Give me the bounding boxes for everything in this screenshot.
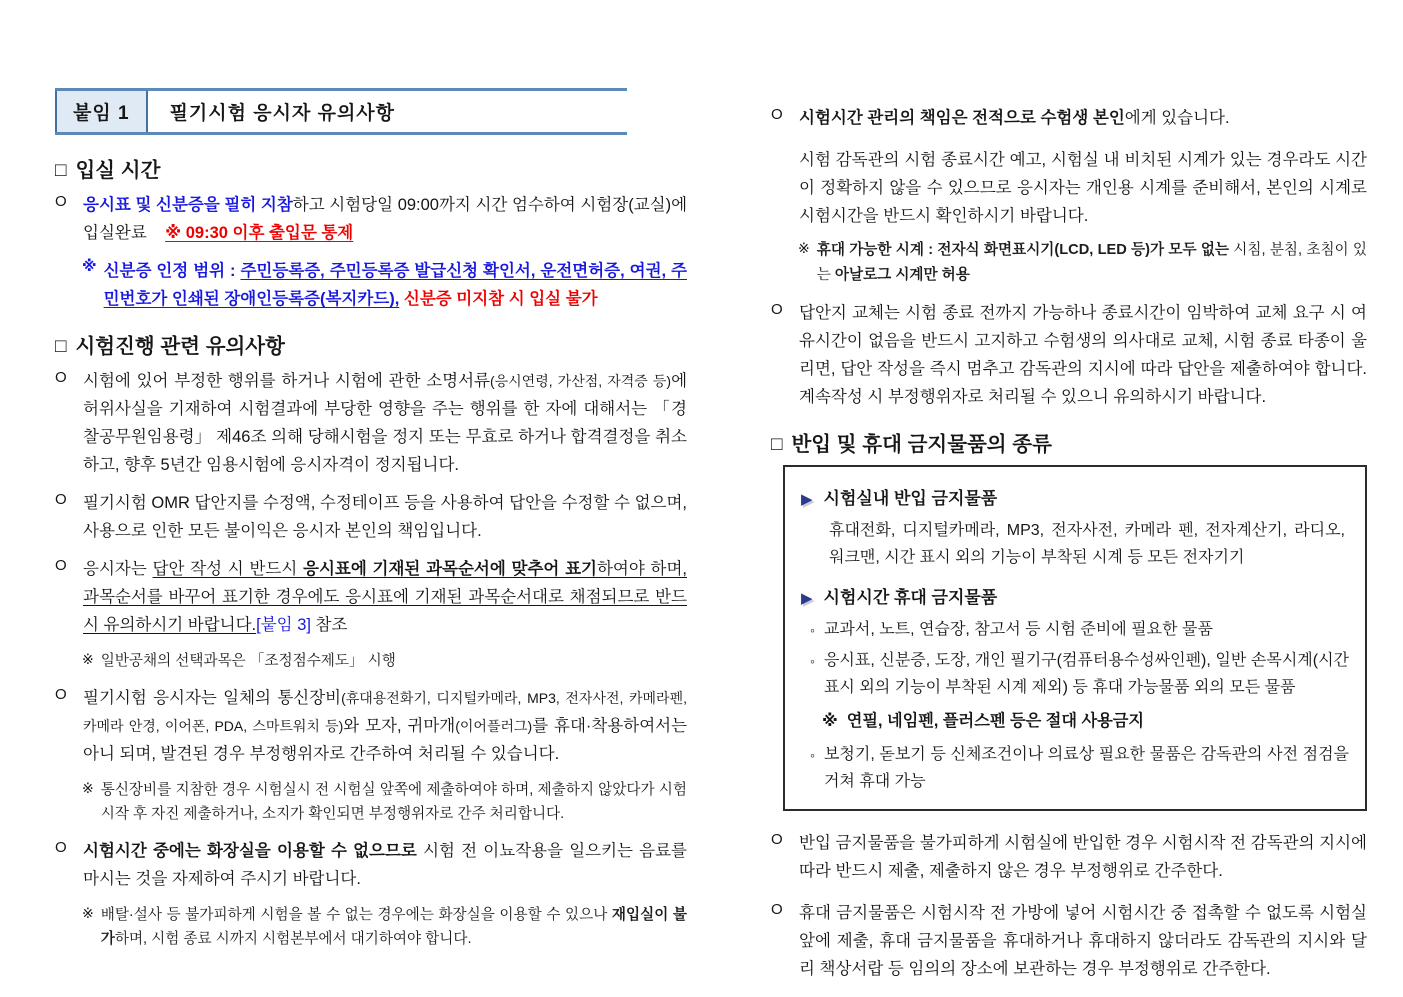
- text-run: 와 모자, 귀마개: [343, 716, 456, 735]
- note-paragraph: [82, 257, 687, 313]
- paragraph-text: [83, 489, 687, 545]
- text-run: 응시표, 신분증, 도장, 개인 필기구(컴퓨터용수성싸인펜), 일반 손목시계(시간 표시 외의 기능이 부착된 시계 제외) 등 휴대 가능물품 외의 모든 물품: [823, 652, 1349, 696]
- note-paragraph: [82, 778, 687, 827]
- text-run: 응시표 및 신분증을 필히 지참: [83, 196, 293, 214]
- paragraph-text: [83, 684, 687, 768]
- text-run: (이어플러그): [455, 717, 533, 734]
- bullet-paragraph: [771, 299, 1367, 411]
- text-run: 답안 작성 시 반드시: [152, 560, 304, 578]
- paragraph-text: [83, 367, 687, 479]
- circle-bullet-icon: O: [771, 106, 783, 123]
- paragraph-text: [83, 555, 687, 639]
- bullet-paragraph: [55, 555, 687, 639]
- text-run: 답안지 교체는 시험 종료 전까지 가능하나 종료시간이 임박하여 교체 요구 시 여유시간이 없음을 반드시 고지하고 수험생의 의사대로 교체, 시험 종료 타종이 울리면, 답안 작성을 즉시 멈추고 감독관의 지시에 따라 답안을 제출하여야 합니다. 계속작성 시 부정행위자로 처리될 수 있으니 유의하시기 바랍니다.: [799, 304, 1367, 406]
- box-list-text: [824, 647, 1349, 701]
- text-run: 시험에 있어 부정한 행위를 하거나 시험에 관한 소명서류: [83, 372, 490, 390]
- note-text: [101, 903, 687, 952]
- text-run: 휴대 금지물품은 시험시작 전 가방에 넣어 시험시간 중 접촉할 수 없도록 시험실 앞에 제출, 휴대 금지물품을 휴대하거나 휴대하지 않더라도 감독관의 지시와 달리 책상서랍 등 임의의 장소에 보관하는 경우 부정행위로 간주한다.: [799, 904, 1367, 978]
- text-run: 응시자는: [83, 560, 153, 578]
- paragraph-text: [799, 829, 1367, 885]
- text-run: 연필, 네임펜, 플러스펜 등은 절대 사용금지: [846, 712, 1145, 730]
- text-run: 하며, 시험 종료 시까지 시험본부에서 대기하여야 합니다.: [114, 931, 472, 947]
- body-paragraph: [799, 146, 1367, 230]
- circle-bullet-icon: O: [55, 557, 67, 574]
- note-text: [101, 649, 687, 674]
- note-paragraph: [82, 903, 687, 952]
- attachment-label: 붙임 1: [55, 91, 148, 132]
- section-title: 시험진행 관련 유의사항: [75, 335, 285, 358]
- text-run: 보청기, 돋보기 등 신체조건이나 의료상 필요한 물품은 감독관의 사전 점검을 거쳐 휴대 가능: [823, 746, 1349, 790]
- text-run: 시험 감독관의 시험 종료시간 예고, 시험실 내 비치된 시계가 있는 경우라도 시간이 정확하지 않을 수 있으므로 응시자는 개인용 시계를 준비해서, 본인의 시계로 시험시간을 반드시 확인하시기 바랍니다.: [799, 151, 1367, 225]
- circle-bullet-icon: O: [771, 901, 783, 918]
- section-heading: [55, 329, 687, 359]
- left-column: [55, 88, 687, 997]
- box-list-text: [824, 616, 1349, 644]
- text-run: 하고 시험당일 09:00까지 시간 엄수하여 시험장(교실)에 입실완료: [83, 196, 688, 242]
- circle-bullet-icon: O: [55, 369, 67, 386]
- section-title: 반입 및 휴대 금지물품의 종류: [791, 433, 1052, 456]
- bullet-paragraph: [771, 899, 1367, 983]
- reference-mark-icon: ※: [82, 651, 94, 667]
- text-run: 를 휴대·착용하여서는 아니 되며, 발견된 경우 부정행위자로 간주하여 처리될 수 있습니다.: [83, 716, 688, 763]
- arrow-bullet-icon: ▶: [801, 491, 813, 508]
- text-run: 에 허위사실을 기재하여 시험결과에 부당한 영향을 주는 행위를 한 자에 대해서는 「경찰공무원임용령」 제46조 의해 당해시험을 정지 또는 무효로 하거나 합격결정을 취소하고, 향후 5년간 임용시험에 응시자격이 정지됩니다.: [83, 372, 688, 474]
- text-run: (응시연령, 가산점, 자격증 등): [489, 373, 672, 389]
- text-run: 시침, 분침, 초침이 있는: [816, 242, 1368, 283]
- text-run: ※ 09:30 이후 출입문 통제: [165, 224, 354, 242]
- bullet-paragraph: [55, 837, 687, 893]
- box-list-item: [810, 616, 1349, 644]
- text-run: 교과서, 노트, 연습장, 참고서 등 시험 준비에 필요한 물품: [823, 621, 1213, 638]
- text-run: 필기시험 OMR 답안지를 수정액, 수정테이프 등을 사용하여 답안을 수정할 수 없으며, 사용으로 인한 모든 불이익은 응시자 본인의 책임입니다.: [83, 494, 687, 540]
- bullet-paragraph: [55, 489, 687, 545]
- note-paragraph: [82, 649, 687, 674]
- square-bullet-icon: □: [55, 160, 67, 181]
- document-title: 필기시험 응시자 유의사항: [169, 103, 396, 124]
- paragraph-text: [83, 191, 687, 247]
- box-list-item: [810, 647, 1349, 701]
- circle-bullet-icon: O: [55, 685, 67, 703]
- bullet-paragraph: [55, 684, 687, 768]
- text-run: 응시표에 기재된 과목순서에 맞추어 표기: [303, 560, 597, 578]
- text-run: 통신장비를 지참한 경우 시험실시 전 시험실 앞쪽에 제출하여야 하며, 제출하지 않았다가 시험시작 후 자진 제출하거나, 소지가 확인되면 부정행위자로 간주 처리합니다.: [100, 781, 687, 822]
- box-heading: [801, 583, 1349, 608]
- text-run: 참조: [310, 616, 348, 634]
- note-text: [817, 238, 1367, 287]
- note-text: [101, 778, 687, 827]
- paragraph-text: [799, 899, 1367, 983]
- bullet-paragraph: [771, 829, 1367, 885]
- box-warning: [822, 708, 1349, 734]
- section-title: 입실 시간: [75, 159, 161, 182]
- reference-mark-icon: ※: [82, 258, 97, 275]
- text-run: 휴대 가능한 시계 : 전자식 화면표시기(LCD, LED 등)가 모두 없는: [816, 242, 1230, 258]
- reference-mark-icon: ※: [798, 240, 810, 256]
- text-run: 시험시간 중에는 화장실을 이용할 수 없으므로: [83, 841, 417, 860]
- box-body-text: [829, 517, 1345, 571]
- text-run: 에게 있습니다.: [1124, 109, 1230, 127]
- box-list-text: [824, 741, 1349, 795]
- paragraph-text: [799, 104, 1367, 132]
- square-bullet-icon: □: [55, 336, 67, 357]
- text-run: 주민등록증, 주민등록증 발급신청 확인서, 운전면허증, 여권, 주민번호가 인쇄된 장애인등록증(복지카드),: [103, 262, 687, 308]
- prohibited-items-box: [783, 465, 1367, 811]
- paragraph-text: [799, 299, 1367, 411]
- square-bullet-icon: □: [771, 434, 783, 455]
- bullet-paragraph: [771, 104, 1367, 132]
- text-run: 반입 금지물품을 불가피하게 시험실에 반입한 경우 시험시작 전 감독관의 지시에 따라 반드시 제출, 제출하지 않은 경우 부정행위로 간주한다.: [799, 834, 1367, 880]
- note-text: [104, 257, 687, 313]
- reference-mark-icon: ※: [82, 904, 94, 921]
- attachment-header: [55, 88, 627, 135]
- box-warning-text: [847, 708, 1144, 734]
- text-run: [붙임 3]: [256, 616, 311, 634]
- dot-bullet-icon: ◦: [810, 653, 815, 669]
- text-run: 시험실내 반입 금지물품: [823, 489, 998, 508]
- paragraph-text: [83, 837, 687, 893]
- circle-bullet-icon: O: [55, 193, 67, 210]
- bullet-paragraph: [55, 367, 687, 479]
- circle-bullet-icon: O: [55, 838, 67, 856]
- box-heading-text: [824, 484, 998, 509]
- text-run: (휴대용전화기, 디지털카메라, MP3, 전자사전, 카메라펜, 카메라 안경, 이어폰, PDA, 스마트워치 등): [83, 689, 687, 734]
- dot-bullet-icon: ◦: [810, 747, 815, 763]
- circle-bullet-icon: O: [55, 491, 67, 508]
- section-heading: [55, 153, 687, 183]
- text-run: 재입실이 불가: [100, 906, 688, 947]
- arrow-bullet-icon: ▶: [801, 590, 813, 607]
- right-column-blocks: [771, 104, 1367, 983]
- box-heading: [801, 484, 1349, 509]
- note-paragraph: [798, 238, 1367, 287]
- right-column: [771, 88, 1367, 997]
- reference-mark-icon: ※: [822, 712, 838, 730]
- circle-bullet-icon: O: [771, 831, 783, 848]
- section-heading: [771, 427, 1367, 457]
- text-run: 시험시간 관리의 책임은 전적으로 수험생 본인: [799, 109, 1125, 127]
- text-run: 시험시간 휴대 금지물품: [823, 588, 998, 607]
- left-column-blocks: [55, 153, 687, 952]
- text-run: 일반공채의 선택과목은 「조정점수제도」 시행: [100, 653, 396, 669]
- text-run: 아날로그 시계만 허용: [834, 266, 970, 283]
- text-run: 휴대전화, 디지털카메라, MP3, 전자사전, 카메라 펜, 전자계산기, 라디오, 워크맨, 시간 표시 외의 기능이 부착된 시계 등 모든 전자기기: [829, 522, 1345, 566]
- text-run: 시험 전 이뇨작용을 일으키는 음료를 마시는 것을 자제하여 주시기 바랍니다.: [83, 841, 687, 888]
- text-run: 신분증 인정 범위 :: [103, 262, 241, 280]
- bullet-paragraph: [55, 191, 687, 247]
- box-heading-text: [824, 583, 998, 608]
- text-run: 신분증 미지참 시 입실 불가: [403, 290, 598, 308]
- text-run: 배탈·설사 등 불가피하게 시험을 볼 수 없는 경우에는 화장실을 이용할 수 있으나: [100, 906, 612, 923]
- box-list-item: [810, 741, 1349, 795]
- dot-bullet-icon: ◦: [810, 622, 815, 638]
- circle-bullet-icon: O: [771, 301, 783, 318]
- text-run: 하여야 하며, 과목순서를 바꾸어 표기한 경우에도 응시표에 기재된 과목순서대로 채점되므로 반드시 유의하시기 바랍니다.: [83, 560, 687, 634]
- text-run: 필기시험 응시자는 일체의 통신장비: [83, 688, 342, 707]
- reference-mark-icon: ※: [82, 779, 94, 796]
